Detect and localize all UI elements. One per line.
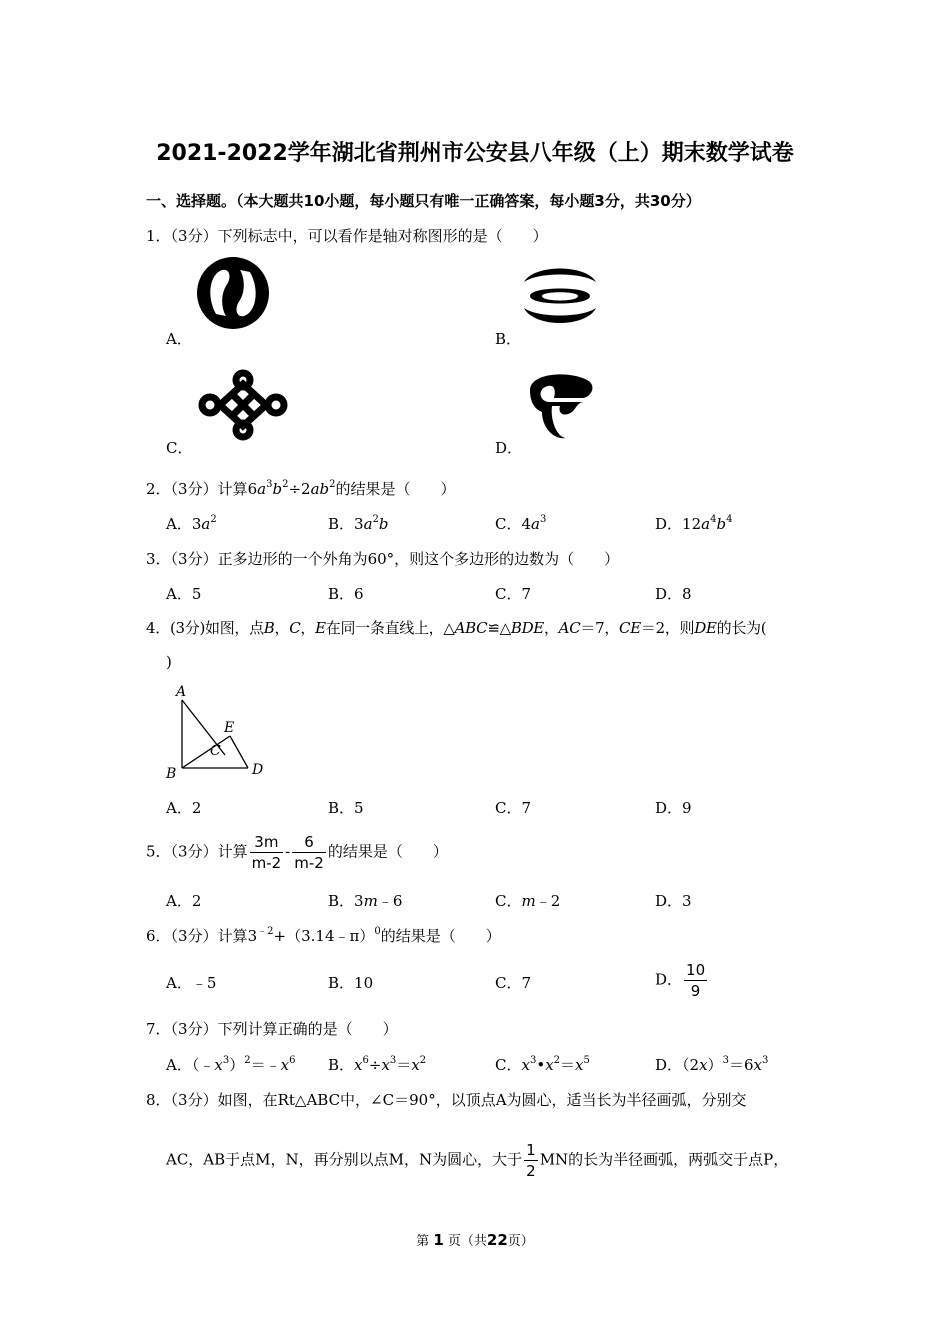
q5-stem-prefix: 5．（3分）计算 (146, 842, 248, 861)
q5-minus: - (285, 842, 291, 861)
question-5-stem (146, 832, 448, 873)
q2-option-b: B．$3a^2b$ (328, 514, 389, 533)
q6-stem-mid: +（3.14﹣π） (273, 927, 375, 945)
q4-option-c: C．7 (495, 799, 532, 817)
q2-option-a: A．$3a^2$ (166, 514, 217, 533)
china-telecom-icon (524, 368, 596, 440)
q6-opt-d-fraction (684, 960, 707, 1001)
question-7-stem: 7．（3分）下列计算正确的是（ ） (146, 1020, 398, 1038)
q4-option-a: A．2 (166, 799, 202, 817)
question-4-stem-line1: 4．(3分)如图，点B，C，E在同一条直线上，△ABC≌△BDE，AC＝7，CE＝2，则DE的长为( (146, 619, 767, 637)
logo-b-icon (520, 262, 600, 328)
q6-optd-num: 10 (686, 961, 706, 979)
q6-option-b: B．10 (328, 974, 374, 992)
q2-opt-c-text: C．4 (495, 515, 532, 533)
q5-frac1-den: m-2 (251, 854, 282, 872)
chinese-knot-icon (196, 370, 290, 440)
q5-fraction-2 (292, 832, 326, 873)
q6-optd-den: 9 (690, 982, 701, 1000)
q5-frac1-num: 3m (250, 832, 284, 853)
q5-frac2-num: 6 (292, 832, 326, 853)
q6-exponent-1: ﹣2 (257, 926, 274, 937)
q8-stem-line2-prefix: AC，AB于点M，N，再分别以点M，N为圆心，大于 (166, 1150, 523, 1169)
q2-opt-d-text: D．12 (655, 515, 702, 533)
question-1-stem: 1．（3分）下列标志中，可以看作是轴对称图形的是（ ） (146, 227, 548, 245)
q5-fraction-1 (250, 832, 284, 873)
q7-option-d: D．$(2x)^3=6x^3$ (655, 1055, 769, 1074)
q7-option-a: A．$(﹣x^3)^2=﹣x^6$ (166, 1055, 296, 1074)
q2-opt-b-text: B．3 (328, 515, 364, 533)
question-6-stem (146, 925, 501, 946)
q8-half-fraction (524, 1140, 538, 1181)
footer-page-number: 1 (433, 1231, 444, 1249)
q3-option-c: C．7 (495, 585, 532, 603)
q5-stem-suffix: 的结果是（ ） (327, 842, 448, 861)
q6-option-a: A．﹣5 (166, 974, 217, 992)
page-footer (0, 1230, 950, 1249)
question-3-stem: 3．（3分）正多边形的一个外角为60°，则这个多边形的边数为（ ） (146, 550, 620, 568)
point-d-label: D (252, 762, 264, 778)
point-a-label: A (176, 684, 187, 700)
question-8-stem-line2 (166, 1140, 788, 1181)
q4-stem-mid: 在同一条直线上，△ (325, 619, 455, 637)
q6-stem-suffix: 的结果是（ ） (380, 927, 501, 945)
point-b-label: B (166, 766, 177, 782)
section-heading: 一、选择题。（本大题共10小题，每小题只有唯一正确答案，每小题3分，共30分） (146, 192, 701, 210)
question-8-stem-line1: 8．（3分）如图，在Rt△ABC中，∠C＝90°，以顶点A为圆心，适当长为半径画弧，分别交 (146, 1091, 747, 1109)
footer-middle: 页（共 (447, 1234, 487, 1249)
q5-opt-b-text: B．3 (328, 892, 364, 910)
q4-option-b: B．5 (328, 799, 364, 817)
q4-stem-prefix: 4．(3分)如图，点 (146, 619, 264, 637)
q6-option-c: C．7 (495, 974, 532, 992)
q6-exponent-2: 0 (374, 926, 381, 937)
q5-option-b: B．3m﹣6 (328, 892, 403, 910)
q7-option-c: C．$x^3•x^2=x^5$ (495, 1055, 590, 1074)
triangle-figure (160, 680, 280, 784)
q6-option-d (655, 960, 709, 1001)
q2-option-c: C．$4a^3$ (495, 514, 547, 533)
q5-option-c: C．m﹣2 (495, 892, 561, 910)
q1-option-c-label: C． (166, 439, 193, 457)
q5-option-d: D．3 (655, 892, 692, 910)
q5-option-a: A．2 (166, 892, 202, 910)
q2-opt-a-text: A．3 (166, 515, 202, 533)
q4-option-d: D．9 (655, 799, 692, 817)
q3-option-b: B．6 (328, 585, 364, 603)
footer-total-pages: 22 (486, 1231, 508, 1249)
q8-stem-line2-suffix: MN的长为半径画弧，两弧交于点P， (539, 1150, 789, 1169)
q2-stem-suffix: 的结果是（ ） (335, 480, 456, 498)
question-4-stem-line2: ) (166, 653, 172, 671)
point-c-label: C (210, 743, 221, 759)
q7-opt-b-text: B． (328, 1056, 355, 1074)
q3-option-d: D．8 (655, 585, 692, 603)
q5-frac2-den: m-2 (294, 854, 324, 872)
q7-opt-d-text: D．（2 (655, 1056, 700, 1074)
q1-option-a-label: A． (166, 330, 192, 348)
q5-opt-c-text: C． (495, 892, 522, 910)
q1-option-b-label: B． (495, 330, 522, 348)
point-e-label: E (224, 720, 235, 736)
q3-option-a: A．5 (166, 585, 202, 603)
page-title: 2021-2022学年湖北省荆州市公安县八年级（上）期末数学试卷 (156, 141, 794, 166)
q7-opt-c-text: C． (495, 1056, 522, 1074)
footer-suffix: 页） (507, 1234, 534, 1249)
q1-option-d-label: D． (495, 439, 523, 457)
q8-half-den: 2 (526, 1162, 536, 1180)
q2-option-d: D．$12a^4b^4$ (655, 514, 733, 533)
q7-option-b: B．$x^6\div x^3=x^2$ (328, 1055, 427, 1074)
question-2-stem: 2．（3分）计算$6a^3b^2\div 2ab^2$的结果是（ ） (146, 479, 456, 498)
q6-opt-d-text: D． (655, 970, 683, 989)
q2-stem-prefix: 2．（3分）计算6 (146, 480, 258, 498)
logo-a-icon (196, 256, 272, 330)
footer-prefix: 第 (416, 1234, 430, 1249)
q8-half-num: 1 (526, 1141, 536, 1159)
q6-stem-prefix: 6．（3分）计算3 (146, 927, 258, 945)
q4-stem-tail: 的长为( (716, 619, 767, 637)
q7-opt-a-text: A．（﹣ (166, 1056, 215, 1074)
